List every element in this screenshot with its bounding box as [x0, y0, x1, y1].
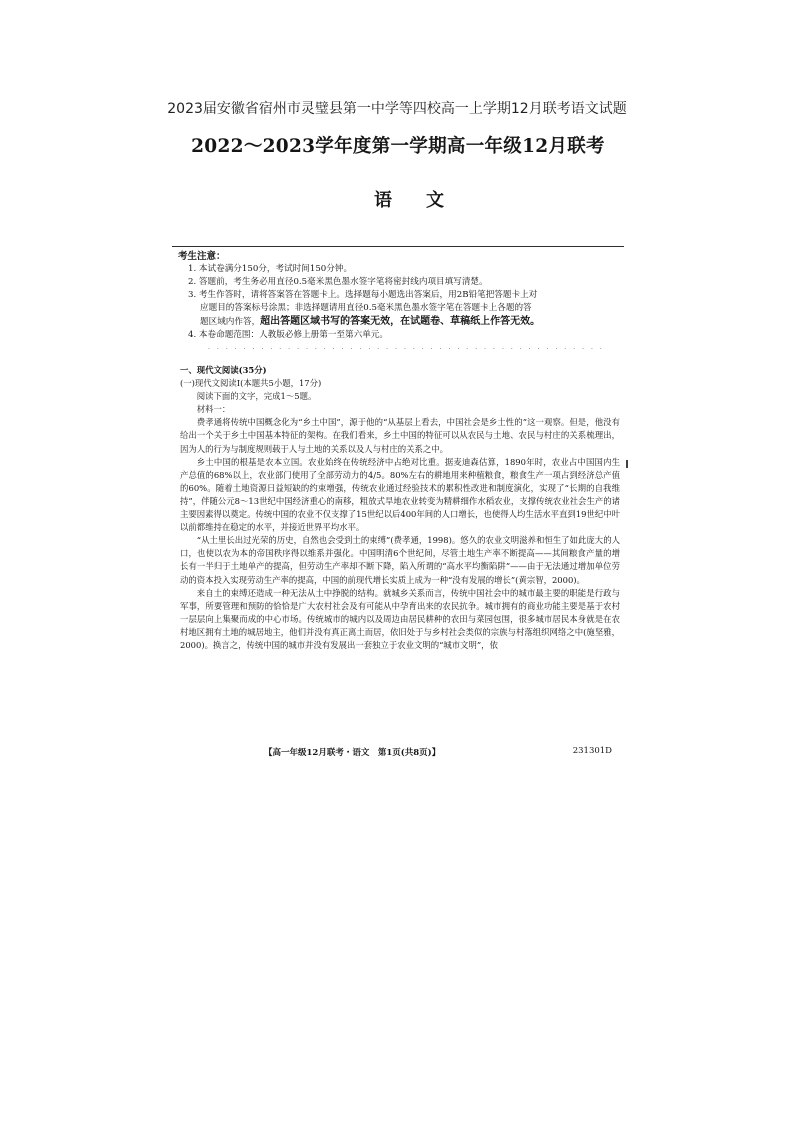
notice-item: 3. 考生作答时，请将答案答在答题卡上。选择题每小题选出答案后，用2B铅笔把答题卡上对	[188, 290, 538, 300]
notice-item: 1. 本试卷满分150分，考试时间150分钟。	[188, 264, 353, 274]
notice-item: 4. 本卷命题范围：人教版必修上册第一至第六单元。	[188, 330, 388, 340]
passage-paragraph: 费孝通将传统中国概念化为“乡土中国”，源于他的“从基层上看去，中国社会是乡土性的”这一观察。但是，他没有给出一个关于乡土中国基本特征的架构。在我们看来，乡土中国的特征可以从农民与土地、农民与村庄的关系梳理出，因为人的行为与制度规则载于人与土地的关系以及人与村庄的关系之中。	[180, 417, 620, 454]
reading-section	[180, 364, 620, 652]
section-heading: 一、现代文阅读(35分)	[180, 365, 267, 375]
exam-notice	[178, 250, 618, 342]
passage-paragraph: “从土里长出过光荣的历史，自然也会受到土的束缚”(费孝通，1998)。悠久的农业文明滋养和恒生了如此庞大的人口，也使以农为本的帝国秩序得以维系并强化。中国明清6个世纪间，尽管土地生产率不断提高——其间粮食产量的增长有一半归于土地单产的提高，但劳动生产率却不断下降，陷入所谓的“高水平均衡陷阱”——由于无法通过增加单位劳动的资本投入实现劳动生产率的提高，中国的前现代增长实质上成为一种“没有发展的增长”(黄宗智，2000)。	[180, 535, 620, 585]
passage-paragraph: 来自土的束缚还造成一种无法从土中挣脱的结构。就城乡关系而言，传统中国社会中的城市最主要的职能是行政与军事，所要管理和预防的恰恰是广大农村社会及有可能从中孕育出来的农民抗争。城市拥有的商业功能主要是基于农村一层层向上集聚而成的中心市场。传统城市的城内以及周边由居民耕种的农田与菜园包围，很多城市居民本身就是在农村地区拥有土地的城居地主，他们并没有真正离土而居，依旧处于与乡村社会类似的宗族与村落组织网络之中(施坚雅，2000)。换言之，传统中国的城市并没有发展出一套独立于农业文明的“城市文明”，依	[180, 587, 620, 650]
scan-mark	[626, 460, 628, 468]
material-label: 材料一：	[196, 404, 231, 415]
notice-heading: 考生注意：	[178, 251, 226, 262]
scanned-exam-page	[168, 128, 628, 760]
passage-paragraph: 乡土中国的根基是农本立国。农业始终在传统经济中占绝对比重。据麦迪森估算，1890年时，农业占中国国内生产总值的68%以上，农业部门使用了全部劳动力的4/5。80%左右的耕地用来种植粮食，粮食生产一项占到经济总产值的60%。随着土地资源日益短缺的约束增强，传统农业通过经验技术的累积性改进和制度演化，实现了“长期的自我维持”，伴随公元8～13世纪中国经济重心的南移，粗放式旱地农业转变为精耕细作水稻农业，支撑传统农业社会生产的诸主要因素得以奠定。传统中国的农业不仅支撑了15世纪以后400年间的人口增长，也使得人均生活水平直到19世纪中叶以前都维持在稳定的水平，并接近世界平均水平。	[180, 456, 620, 533]
notice-item: 2. 答题前，考生务必用直径0.5毫米黑色墨水签字笔将密封线内项目填写清楚。	[188, 277, 488, 287]
header-divider	[172, 246, 624, 247]
document-title: 2023届安徽省宿州市灵璧县第一中学等四校高一上学期12月联考语文试题	[167, 101, 627, 117]
reading-instruction: 阅读下面的文字，完成1～5题。	[196, 391, 317, 402]
page-info: 【高一年级12月联考・语文 第1页(共8页)】	[264, 748, 441, 758]
subsection-heading: (一)现代文阅读Ⅰ(本题共5小题，17分)	[180, 378, 322, 389]
seal-dot-line: ·············································	[208, 346, 609, 353]
notice-item-continued: 题区域内作答，	[200, 317, 261, 327]
notice-item-continued: 应题目的答案标号涂黑；非选择题请用直径0.5毫米黑色墨水签字笔在答题卡上各题的答	[200, 303, 532, 313]
subject-title: 语文	[374, 190, 478, 211]
exam-title: 2022～2023学年度第一学期高一年级12月联考	[191, 136, 605, 157]
notice-emphasis: 超出答题区域书写的答案无效，在试题卷、草稿纸上作答无效。	[260, 316, 541, 327]
exam-code: 231301D	[572, 746, 612, 756]
